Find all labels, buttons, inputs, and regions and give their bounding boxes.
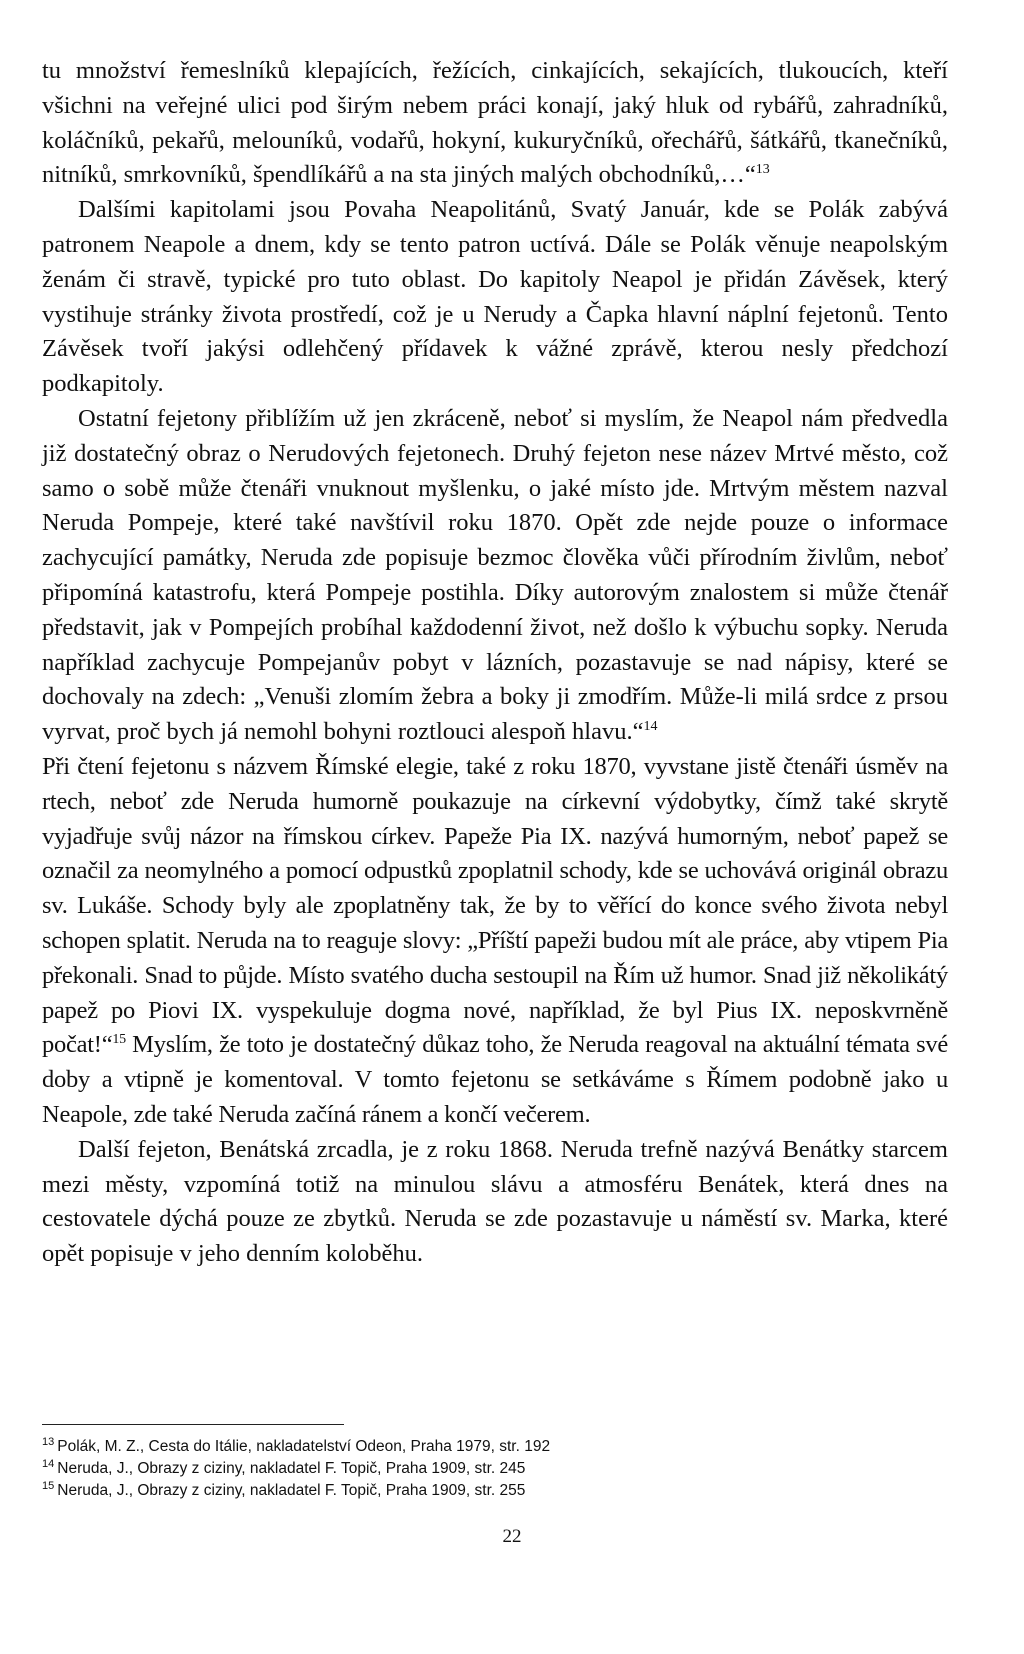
footnote-number: 14 — [42, 1457, 55, 1470]
paragraph-4-text-continued: Myslím, že toto je dostatečný důkaz toho, že Neruda reagoval na aktuální témata své doby a vtipně je komentoval. V tomto fejetonu se setkáváme s Římem podobně jako u Neapole, zde také Neruda začíná ránem a končí večerem. — [42, 1031, 948, 1128]
footnote-separator — [42, 1424, 344, 1425]
paragraph-1-text: tu množství řemeslníků klepajících, řežících, cinkajících, sekajících, tlukoucích, kteří všichni na veřejné ulici pod širým nebem práci konají, jaký hluk od rybářů, zahradníků, koláčníků, pekařů, melouníků, vodařů, hokyní, kukuryčníků, ořechářů, šátkářů, tkanečníků, nitníků, smrkovníků, špendlíkářů a na sta jiných malých obchodníků,…“ — [42, 57, 948, 189]
footnote-ref-13: 13 — [755, 162, 770, 178]
footnote-ref-15: 15 — [112, 1032, 126, 1048]
paragraph-2 — [42, 193, 948, 402]
paragraph-5-text: Další fejeton, Benátská zrcadla, je z roku 1868. Neruda trefně nazývá Benátky starcem mezi městy, vzpomíná totiž na minulou slávu a atmosféru Benátek, která dnes na cestovatele dýchá pouze ze zbytků. Neruda se zde pozastavuje u náměstí sv. Marka, které opět popisuje v jeho denním koloběhu. — [42, 1135, 948, 1268]
paragraph-1 — [42, 54, 948, 193]
paragraph-4-text: Při čtení fejetonu s názvem Římské elegie, také z roku 1870, vyvstane jistě čtenáři úsměv na rtech, neboť zde Neruda humorně poukazuje na církevní výdobytky, čímž také skrytě vyjadřuje svůj názor na římskou církev. Papeže Pia IX. nazývá humorným, neboť papež se označil za neomylného a pomocí odpustků zpoplatnil schody, kde se uchovává originál obrazu sv. Lukáše. Schody byly ale zpoplatněny tak, že by to věřící do konce svého života nebyl schopen splatit. Neruda na to reaguje slovy: „Příští papeži budou mít ale práce, aby vtipem Pia překonali. Snad to půjde. Místo svatého ducha sestoupil na Řím už humor. Snad již několikátý papež po Piovi IX. vyspekuluje dogma nové, například, že byl Pius IX. neposkvrněně počat!“ — [42, 752, 948, 1059]
footnote-ref-14: 14 — [643, 718, 658, 734]
page-number: 22 — [502, 1526, 522, 1547]
paragraph-4 — [42, 750, 948, 1133]
paragraph-5 — [42, 1133, 948, 1272]
footnote-number: 13 — [42, 1435, 55, 1448]
footnote-13 — [42, 1436, 742, 1458]
footnote-text: Neruda, J., Obrazy z ciziny, nakladatel F. Topič, Praha 1909, str. 245 — [57, 1460, 526, 1477]
footnote-14 — [42, 1458, 742, 1480]
footnotes — [42, 1436, 742, 1502]
paragraph-3 — [42, 402, 948, 750]
footnote-number: 15 — [42, 1479, 55, 1492]
paragraph-2-text: Dalšími kapitolami jsou Povaha Neapolitánů, Svatý Január, kde se Polák zabývá patronem Neapole a dnem, kdy se tento patron uctívá. Dále se Polák věnuje neapolským ženám či stravě, typické pro tuto oblast. Do kapitoly Neapol je přidán Závěsek, který vystihuje stránky života prostředí, což je u Nerudy a Čapka hlavní náplní fejetonů. Tento Závěsek tvoří jakýsi odlehčený přídavek k vážné zprávě, kterou nesly předchozí podkapitoly. — [42, 196, 948, 398]
footnote-text: Polák, M. Z., Cesta do Itálie, nakladatelství Odeon, Praha 1979, str. 192 — [57, 1438, 551, 1455]
footnote-text: Neruda, J., Obrazy z ciziny, nakladatel F. Topič, Praha 1909, str. 255 — [57, 1482, 526, 1499]
paragraph-3-text: Ostatní fejetony přiblížím už jen zkráceně, neboť si myslím, že Neapol nám předvedla již dostatečný obraz o Nerudových fejetonech. Druhý fejeton nese název Mrtvé město, což samo o sobě může čtenáři vnuknout myšlenku, o jaké místo jde. Mrtvým městem nazval Neruda Pompeje, které také navštívil roku 1870. Opět zde nejde pouze o informace zachycující památky, Neruda zde popisuje bezmoc člověka vůči přírodním živlům, neboť připomíná katastrofu, která Pompeje postihla. Díky autorovým znalostem si může čtenář představit, jak v Pompejích probíhal každodenní život, než došlo k výbuchu sopky. Neruda například zachycuje Pompejanův pobyt v lázních, pozastavuje se nad nápisy, které se dochovaly na zdech: „Venuši zlomím žebra a boky ji zmodřím. Může-li milá srdce z prsou vyrvat, proč bych já nemohl bohyni roztlouci alespoň hlavu.“ — [42, 404, 948, 746]
page-body — [42, 54, 948, 1272]
footnote-15 — [42, 1480, 742, 1502]
